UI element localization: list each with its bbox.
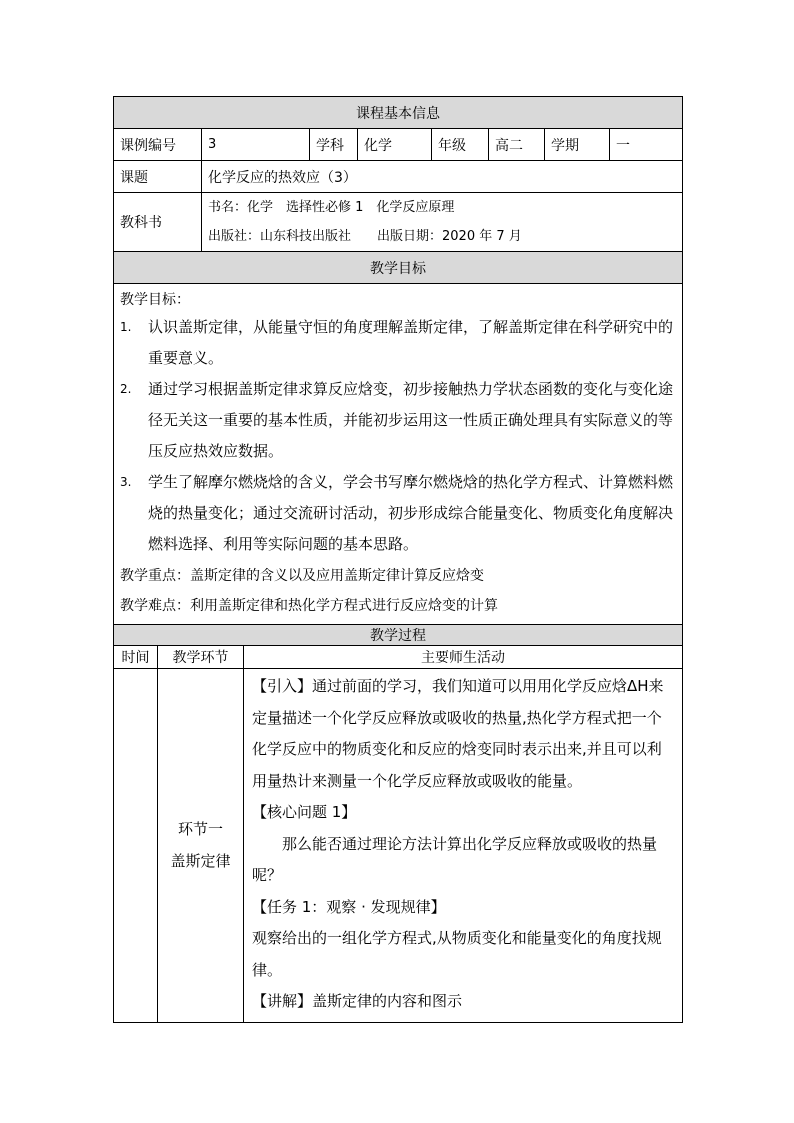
time-cell bbox=[114, 669, 158, 1023]
term-value: 一 bbox=[610, 129, 683, 161]
goal-text: 认识盖斯定律，从能量守恒的角度理解盖斯定律，了解盖斯定律在科学研究中的重要意义。 bbox=[148, 318, 674, 367]
activity-explanation: 【讲解】盖斯定律的内容和图示 bbox=[252, 992, 463, 1010]
goal-number: 1. bbox=[120, 320, 132, 334]
case-no-label: 课例编号 bbox=[114, 129, 202, 161]
col-time-header: 时间 bbox=[114, 646, 158, 669]
term-label: 学期 bbox=[545, 129, 610, 161]
textbook-title-line: 书名：化学 选择性必修 1 化学反应原理 bbox=[208, 200, 455, 215]
goals-intro: 教学目标： bbox=[120, 292, 190, 308]
goals-difficulty: 教学难点：利用盖斯定律和热化学方程式进行反应焓变的计算 bbox=[120, 598, 498, 614]
col-stage-header: 教学环节 bbox=[158, 646, 244, 669]
goals-body bbox=[114, 284, 683, 625]
grade-label: 年级 bbox=[432, 129, 489, 161]
activity-intro: 【引入】通过前面的学习，我们知道可以用用化学反应焓ΔH来定量描述一个化学反应释放或吸收的热量,热化学方程式把一个化学反应中的物质变化和反应的焓变同时表示出来,并且可以利用量热计来测量一个化学反应释放或吸收的能量。 bbox=[252, 677, 664, 790]
goal-number: 2. bbox=[120, 382, 132, 396]
textbook-value bbox=[202, 193, 683, 252]
goals-key-point: 教学重点：盖斯定律的含义以及应用盖斯定律计算反应焓变 bbox=[120, 568, 484, 584]
activity-task: 【任务 1：观察 · 发现规律】 bbox=[252, 897, 446, 916]
stage-cell bbox=[158, 669, 244, 1023]
textbook-label: 教科书 bbox=[114, 193, 202, 252]
goals-header: 教学目标 bbox=[114, 252, 683, 284]
goal-number: 3. bbox=[120, 475, 132, 489]
goal-text: 通过学习根据盖斯定律求算反应焓变，初步接触热力学状态函数的变化与变化途径无关这一重要的基本性质，并能初步运用这一性质正确处理具有实际意义的等压反应热效应数据。 bbox=[148, 380, 674, 460]
textbook-publisher-line: 出版社：山东科技出版社 出版日期：2020 年 7 月 bbox=[208, 229, 522, 244]
topic-value: 化学反应的热效应（3） bbox=[202, 161, 683, 193]
grade-value: 高二 bbox=[489, 129, 545, 161]
activity-core-question: 【核心问题 1】 bbox=[252, 803, 357, 821]
goal-text: 学生了解摩尔燃烧焓的含义，学会书写摩尔燃烧焓的热化学方程式、计算燃料燃烧的热量变化；通过交流研讨活动，初步形成综合能量变化、物质变化角度解决燃料选择、利用等实际问题的基本思路。 bbox=[148, 473, 674, 553]
subject-value: 化学 bbox=[358, 129, 432, 161]
col-activity-header: 主要师生活动 bbox=[244, 646, 683, 669]
goal-item bbox=[120, 374, 676, 467]
basic-info-header: 课程基本信息 bbox=[114, 97, 683, 129]
lesson-plan-document bbox=[113, 96, 682, 1023]
topic-label: 课题 bbox=[114, 161, 202, 193]
subject-label: 学科 bbox=[310, 129, 358, 161]
activity-task-text: 观察给出的一组化学方程式,从物质变化和能量变化的角度找规律。 bbox=[252, 929, 662, 979]
stage-name: 环节一 bbox=[177, 820, 223, 839]
case-no-value: 3 bbox=[202, 129, 310, 161]
basic-info-table bbox=[113, 96, 683, 625]
process-header: 教学过程 bbox=[114, 625, 683, 646]
process-table bbox=[113, 624, 683, 1023]
goal-item bbox=[120, 467, 676, 560]
stage-topic: 盖斯定律 bbox=[170, 852, 231, 871]
activity-question-text: 那么能否通过理论方法计算出化学反应释放或吸收的热量呢？ bbox=[252, 834, 658, 884]
goal-item bbox=[120, 312, 676, 374]
activity-cell bbox=[244, 669, 683, 1023]
